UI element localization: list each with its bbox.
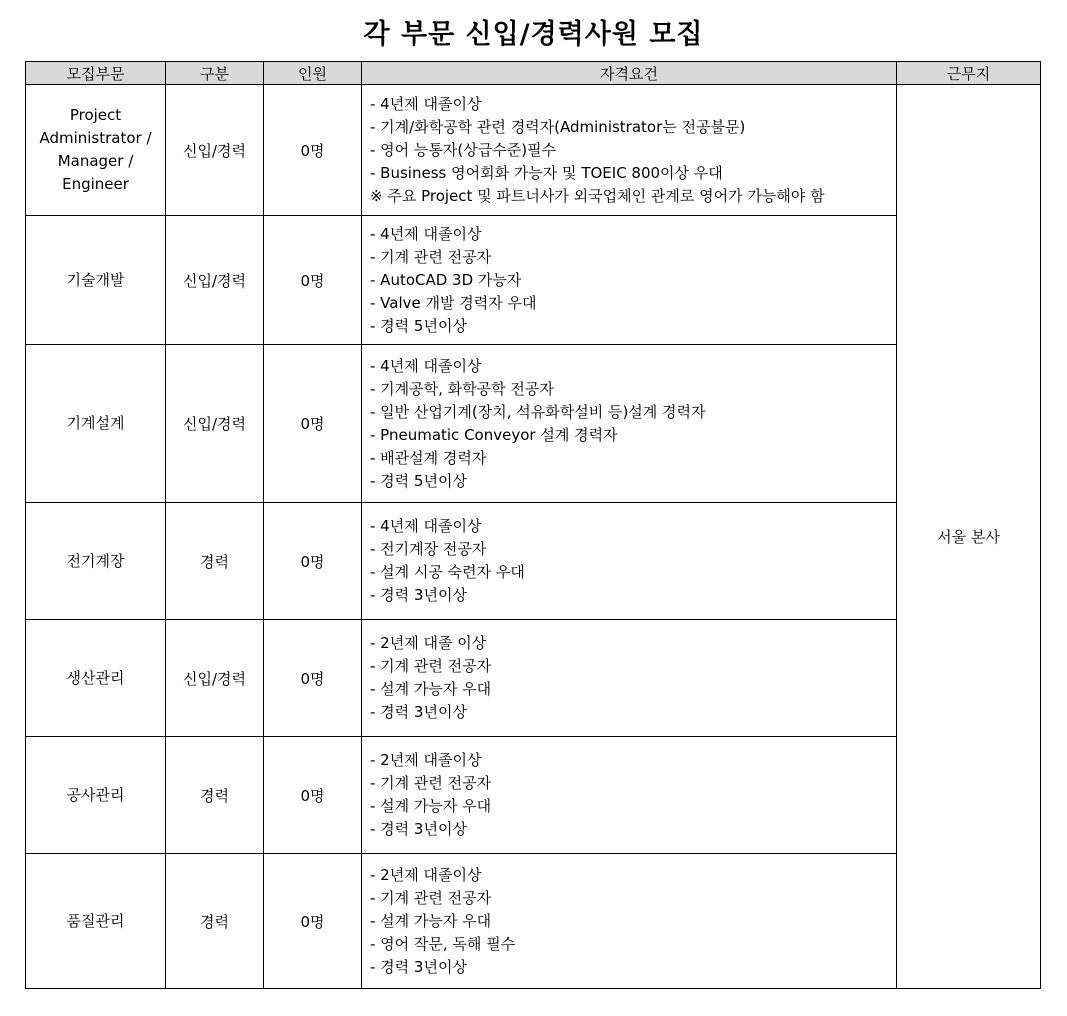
requirement-item: - 2년제 대졸이상	[370, 865, 482, 884]
requirements-cell	[362, 854, 897, 989]
requirement-item: - 4년제 대졸이상	[370, 94, 482, 113]
dept-cell	[26, 737, 166, 854]
requirement-item: - 경력 5년이상	[370, 471, 467, 490]
requirement-item: - 경력 3년이상	[370, 703, 467, 721]
requirements-cell	[362, 85, 897, 216]
header-dept: 모집부문	[26, 62, 166, 85]
requirements-cell	[362, 503, 897, 620]
recruitment-table	[25, 61, 1041, 989]
requirement-item: - 일반 산업기계(장치, 석유화학설비 등)설계 경력자	[370, 402, 706, 421]
header-count: 인원	[264, 62, 362, 85]
table-row	[26, 854, 1041, 989]
requirements-cell	[362, 737, 897, 854]
type-cell: 경력	[166, 737, 264, 854]
requirement-item: - AutoCAD 3D 가능자	[370, 270, 522, 289]
type-cell: 신입/경력	[166, 345, 264, 503]
requirement-item: - 기계/화학공학 관련 경력자(Administrator는 전공불문)	[370, 117, 746, 136]
requirement-item: - 배관설계 경력자	[370, 448, 487, 467]
location-cell: 서울 본사	[897, 85, 1041, 989]
requirement-item: - 영어 작문, 독해 필수	[370, 934, 516, 953]
requirement-item: - 2년제 대졸 이상	[370, 634, 487, 652]
dept-cell	[26, 503, 166, 620]
requirement-item: - 설계 가능자 우대	[370, 797, 492, 815]
count-cell: 0명	[264, 503, 362, 620]
page-title: 각 부문 신입/경력사원 모집	[363, 19, 704, 50]
type-cell: 신입/경력	[166, 620, 264, 737]
header-type: 구분	[166, 62, 264, 85]
count-cell: 0명	[264, 85, 362, 216]
dept-name: Engineer	[62, 175, 129, 193]
requirement-item: - 기계공학, 화학공학 전공자	[370, 379, 554, 398]
requirement-item: - 설계 가능자 우대	[370, 911, 492, 930]
requirement-item: - 경력 5년이상	[370, 316, 467, 335]
requirement-item: - 경력 3년이상	[370, 820, 467, 838]
requirement-item: - 기계 관련 전공자	[370, 888, 492, 907]
table-row	[26, 737, 1041, 854]
requirement-item: - 설계 시공 숙련자 우대	[370, 563, 525, 581]
count-cell: 0명	[264, 737, 362, 854]
type-cell: 경력	[166, 503, 264, 620]
table-row	[26, 345, 1041, 503]
dept-name: 전기계장	[66, 551, 125, 570]
count-cell: 0명	[264, 620, 362, 737]
dept-cell	[26, 620, 166, 737]
type-cell: 신입/경력	[166, 85, 264, 216]
requirement-item: - 2년제 대졸이상	[370, 751, 482, 769]
requirement-item: - 설계 가능자 우대	[370, 680, 492, 698]
requirements-cell	[362, 620, 897, 737]
dept-cell	[26, 345, 166, 503]
dept-name: 기술개발	[66, 270, 125, 289]
table-header-row	[26, 62, 1041, 85]
type-cell: 신입/경력	[166, 216, 264, 345]
dept-cell	[26, 854, 166, 989]
requirement-item: - Valve 개발 경력자 우대	[370, 293, 537, 312]
requirements-cell	[362, 216, 897, 345]
requirement-item: - 경력 3년이상	[370, 586, 467, 604]
header-location: 근무지	[897, 62, 1041, 85]
dept-name: 품질관리	[66, 911, 125, 930]
requirements-cell	[362, 345, 897, 503]
requirement-item: - 전기계장 전공자	[370, 540, 487, 558]
requirement-item: - 4년제 대졸이상	[370, 356, 482, 375]
requirement-item: - 기계 관련 전공자	[370, 247, 492, 266]
table-body	[26, 85, 1041, 989]
dept-name: 공사관리	[66, 785, 125, 804]
requirement-item: - 기계 관련 전공자	[370, 657, 492, 675]
header-requirements: 자격요건	[362, 62, 897, 85]
requirement-item: - Business 영어회화 가능자 및 TOEIC 800이상 우대	[370, 163, 723, 182]
requirement-item: - 영어 능통자(상급수준)필수	[370, 140, 557, 159]
type-cell: 경력	[166, 854, 264, 989]
dept-name: 생산관리	[66, 668, 125, 687]
table-row	[26, 216, 1041, 345]
dept-name: Administrator /	[39, 129, 152, 147]
requirement-item: - 경력 3년이상	[370, 957, 467, 976]
requirement-item: ※ 주요 Project 및 파트너사가 외국업체인 관계로 영어가 가능해야 함	[370, 186, 825, 205]
count-cell: 0명	[264, 854, 362, 989]
dept-cell	[26, 85, 166, 216]
requirement-item: - Pneumatic Conveyor 설계 경력자	[370, 425, 618, 444]
count-cell: 0명	[264, 345, 362, 503]
count-cell: 0명	[264, 216, 362, 345]
table-row	[26, 503, 1041, 620]
requirement-item: - 4년제 대졸이상	[370, 224, 482, 243]
table-row	[26, 85, 1041, 216]
dept-name: Project	[69, 106, 122, 124]
dept-cell	[26, 216, 166, 345]
table-row	[26, 620, 1041, 737]
dept-name: Manager /	[57, 152, 134, 170]
requirement-item: - 4년제 대졸이상	[370, 517, 482, 535]
requirement-item: - 기계 관련 전공자	[370, 774, 492, 792]
dept-name: 기계설계	[66, 414, 125, 432]
